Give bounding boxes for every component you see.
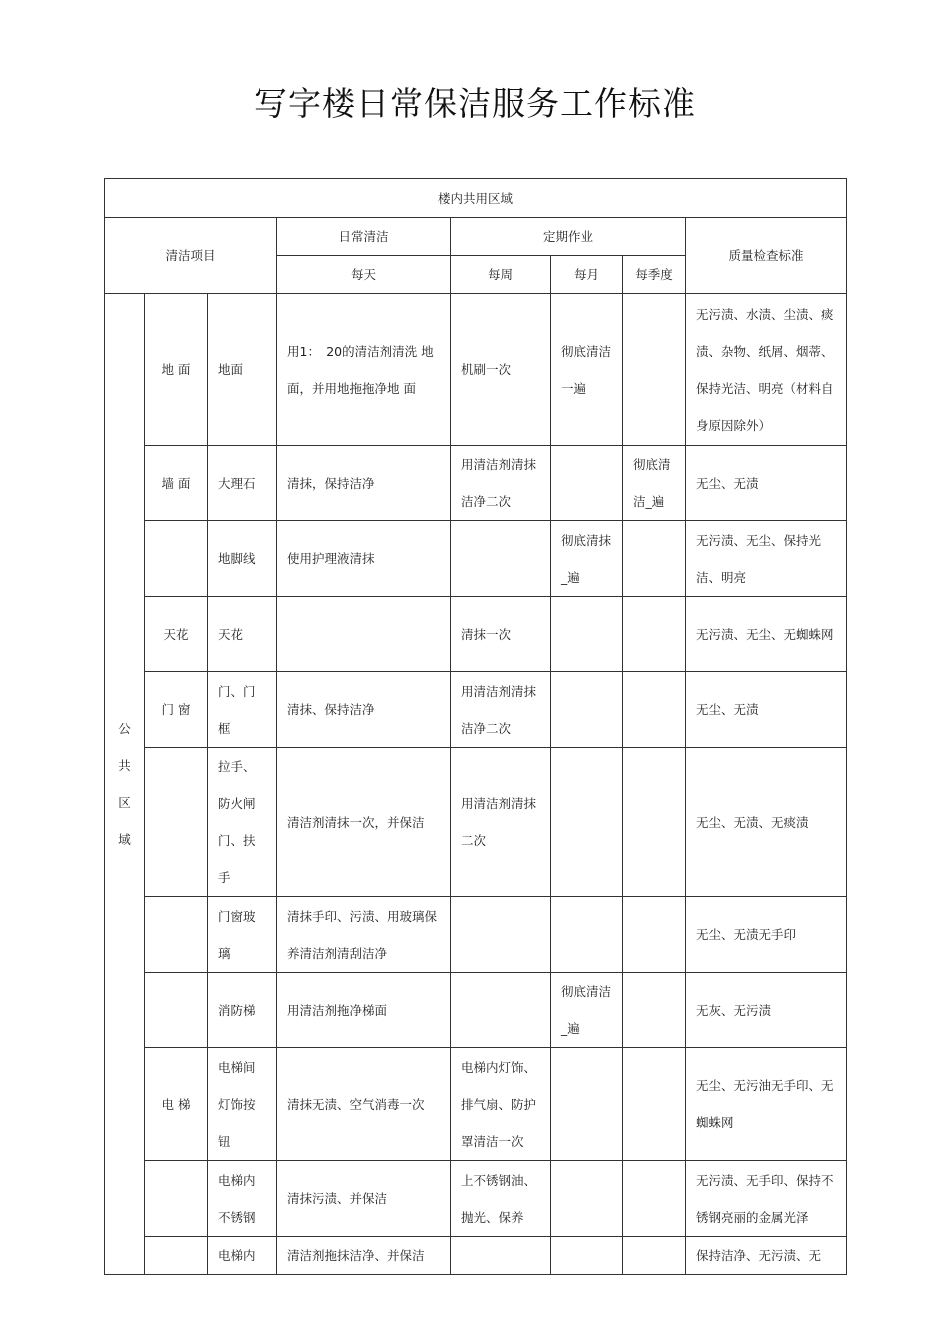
standard-cell: 无污渍、无尘、保持光洁、明亮 xyxy=(686,521,847,597)
category-cell xyxy=(145,1237,208,1275)
standard-cell: 无污渍、无手印、保持不锈钢亮丽的金属光泽 xyxy=(686,1161,847,1237)
weekly-cell: 用清洁剂清抹洁净二次 xyxy=(451,446,551,521)
standard-cell: 无尘、无渍 xyxy=(686,446,847,521)
weekly-cell xyxy=(451,521,551,597)
quarterly-cell xyxy=(623,973,686,1048)
category-cell xyxy=(145,897,208,973)
weekly-cell xyxy=(451,973,551,1048)
daily-cell: 用1： 20的清洁剂清洗 地面，并用地拖拖净地 面 xyxy=(277,294,451,446)
monthly-cell xyxy=(551,748,623,897)
header-every-day: 每天 xyxy=(277,256,451,294)
weekly-cell: 电梯内灯饰、排气扇、防护罩清洁一次 xyxy=(451,1048,551,1161)
quarterly-cell xyxy=(623,1237,686,1275)
standard-cell: 无尘、无渍 xyxy=(686,672,847,748)
daily-cell: 清抹污渍、并保洁 xyxy=(277,1161,451,1237)
table-row xyxy=(105,597,847,672)
monthly-cell: 彻底清抹_遍 xyxy=(551,521,623,597)
daily-cell: 清抹无渍、空气消毒一次 xyxy=(277,1048,451,1161)
area-label xyxy=(105,294,145,1275)
quarterly-cell xyxy=(623,748,686,897)
monthly-cell xyxy=(551,672,623,748)
table-row xyxy=(105,521,847,597)
table-row xyxy=(105,1161,847,1237)
quarterly-cell xyxy=(623,1048,686,1161)
table-row xyxy=(105,897,847,973)
category-cell xyxy=(145,973,208,1048)
section-header: 楼内共用区域 xyxy=(105,179,847,218)
category-cell: 地 面 xyxy=(145,294,208,446)
header-quality: 质量检查标准 xyxy=(686,218,847,294)
table-row xyxy=(105,294,847,446)
area-label-char: 共 xyxy=(118,758,131,773)
category-cell xyxy=(145,521,208,597)
standard-cell: 无污渍、水渍、尘渍、痰渍、杂物、纸屑、烟蒂、保持光洁、明亮（材料自身原因除外） xyxy=(686,294,847,446)
table-row xyxy=(105,1048,847,1161)
area-label-char: 域 xyxy=(118,832,131,847)
category-cell: 墙 面 xyxy=(145,446,208,521)
item-cell: 拉手、防火闸门、扶手 xyxy=(208,748,277,897)
weekly-cell: 用清洁剂清抹二次 xyxy=(451,748,551,897)
daily-cell: 清抹、保持洁净 xyxy=(277,672,451,748)
daily-cell: 清抹，保持洁净 xyxy=(277,446,451,521)
item-cell: 大理石 xyxy=(208,446,277,521)
quarterly-cell xyxy=(623,294,686,446)
quarterly-cell xyxy=(623,897,686,973)
daily-cell: 清洁剂拖抹洁净、并保洁 xyxy=(277,1237,451,1275)
daily-cell: 清抹手印、污渍、用玻璃保养清洁剂清刮洁净 xyxy=(277,897,451,973)
header-row-1 xyxy=(105,218,847,256)
item-cell: 地脚线 xyxy=(208,521,277,597)
daily-cell: 清洁剂清抹一次，并保洁 xyxy=(277,748,451,897)
item-cell: 消防梯 xyxy=(208,973,277,1048)
standard-cell: 无灰、无污渍 xyxy=(686,973,847,1048)
table-row xyxy=(105,748,847,897)
quarterly-cell xyxy=(623,597,686,672)
table-row xyxy=(105,973,847,1048)
daily-cell: 使用护理液清抹 xyxy=(277,521,451,597)
item-cell: 电梯内 xyxy=(208,1237,277,1275)
table-row xyxy=(105,446,847,521)
weekly-cell: 用清洁剂清抹洁净二次 xyxy=(451,672,551,748)
quarterly-cell xyxy=(623,672,686,748)
category-cell: 电 梯 xyxy=(145,1048,208,1161)
weekly-cell: 清抹一次 xyxy=(451,597,551,672)
header-periodic: 定期作业 xyxy=(451,218,686,256)
header-daily: 日常清洁 xyxy=(277,218,451,256)
category-cell xyxy=(145,1161,208,1237)
page-title: 写字楼日常保洁服务工作标准 xyxy=(254,84,696,123)
monthly-cell xyxy=(551,1161,623,1237)
section-header-row xyxy=(105,179,847,218)
standard-cell: 无尘、无渍无手印 xyxy=(686,897,847,973)
daily-cell: 用清洁剂拖净梯面 xyxy=(277,973,451,1048)
item-cell: 电梯内不锈钢 xyxy=(208,1161,277,1237)
cleaning-standard-table xyxy=(104,178,847,1275)
standard-cell: 无尘、无污油无手印、无蜘蛛网 xyxy=(686,1048,847,1161)
header-every-month: 每月 xyxy=(551,256,623,294)
quarterly-cell: 彻底清洁_遍 xyxy=(623,446,686,521)
monthly-cell xyxy=(551,1048,623,1161)
standard-cell: 无尘、无渍、无痰渍 xyxy=(686,748,847,897)
header-item: 清洁项目 xyxy=(105,218,277,294)
table-row xyxy=(105,672,847,748)
item-cell: 门、门框 xyxy=(208,672,277,748)
category-cell: 天花 xyxy=(145,597,208,672)
item-cell: 地面 xyxy=(208,294,277,446)
standard-cell: 无污渍、无尘、无蜘蛛网 xyxy=(686,597,847,672)
monthly-cell xyxy=(551,446,623,521)
item-cell: 电梯间灯饰按钮 xyxy=(208,1048,277,1161)
daily-cell xyxy=(277,597,451,672)
quarterly-cell xyxy=(623,1161,686,1237)
monthly-cell xyxy=(551,897,623,973)
weekly-cell: 机刷一次 xyxy=(451,294,551,446)
area-label-char: 公 xyxy=(118,721,131,736)
table-row xyxy=(105,1237,847,1275)
weekly-cell: 上不锈钢油、抛光、保养 xyxy=(451,1161,551,1237)
header-every-week: 每周 xyxy=(451,256,551,294)
item-cell: 门窗玻璃 xyxy=(208,897,277,973)
monthly-cell xyxy=(551,597,623,672)
monthly-cell: 彻底清洁一遍 xyxy=(551,294,623,446)
standard-cell: 保持洁净、无污渍、无 xyxy=(686,1237,847,1275)
header-every-quarter: 每季度 xyxy=(623,256,686,294)
item-cell: 天花 xyxy=(208,597,277,672)
monthly-cell xyxy=(551,1237,623,1275)
category-cell: 门 窗 xyxy=(145,672,208,748)
weekly-cell xyxy=(451,897,551,973)
area-label-char: 区 xyxy=(118,795,131,810)
category-cell xyxy=(145,748,208,897)
monthly-cell: 彻底清洁_遍 xyxy=(551,973,623,1048)
weekly-cell xyxy=(451,1237,551,1275)
quarterly-cell xyxy=(623,521,686,597)
